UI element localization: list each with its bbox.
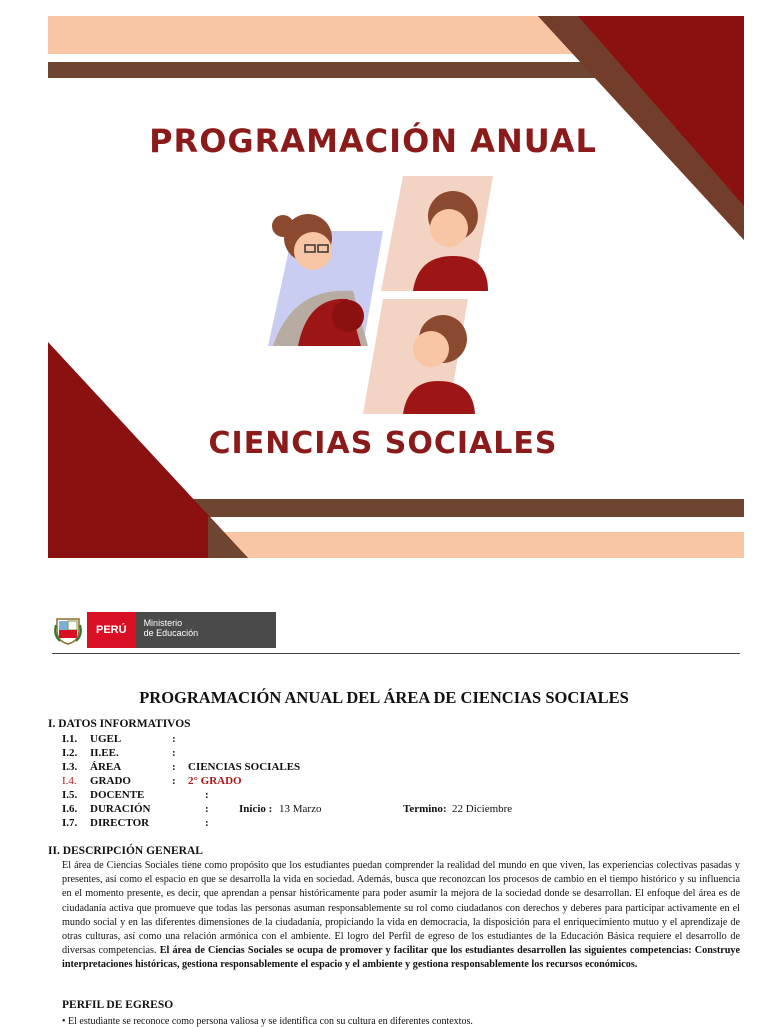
row-num: I.5. — [62, 789, 78, 801]
row-num: I.6. — [62, 803, 78, 815]
termino-value: 22 Diciembre — [452, 803, 513, 815]
cover-page — [48, 16, 744, 558]
description-bold-text: El área de Ciencias Sociales se ocupa de promover y facilitar que los estudiantes desarrollen las siguientes competencias: Construye interpretaciones históricas, gestiona responsablemente el espacio y el ambiente y gestiona responsablemente los recursos económicos. — [62, 945, 741, 971]
escudo-icon — [52, 612, 84, 648]
row-label: UGEL — [90, 733, 122, 745]
cover-title: PROGRAMACIÓN ANUAL — [149, 122, 597, 160]
row-colon: : — [205, 789, 209, 801]
row-num: I.1. — [62, 733, 78, 745]
section1-title: I. DATOS INFORMATIVOS — [48, 718, 191, 730]
row-label: DIRECTOR — [90, 817, 150, 829]
inicio-label: Inicio : — [239, 803, 273, 815]
cover-subtitle: CIENCIAS SOCIALES — [208, 426, 558, 461]
row-colon: : — [172, 761, 176, 773]
perfil-bullet: • El estudiante se reconoce como persona valiosa y se identifica con su cultura en diferentes contextos. — [62, 1016, 473, 1027]
row-label: DURACIÓN — [90, 803, 151, 815]
row-value: CIENCIAS SOCIALES — [188, 761, 301, 773]
row-colon: : — [205, 803, 209, 815]
row-num: I.7. — [62, 817, 78, 829]
row-colon: : — [172, 747, 176, 759]
termino-label: Termino: — [403, 803, 447, 815]
row-num: I.2. — [62, 747, 78, 759]
perfil-title: PERFIL DE EGRESO — [62, 999, 174, 1011]
row-num: I.4. — [62, 775, 77, 787]
inicio-value: 13 Marzo — [279, 803, 322, 815]
description-paragraph — [62, 859, 740, 973]
section2-title: II. DESCRIPCIÓN GENERAL — [48, 845, 203, 857]
students-illustration — [253, 171, 503, 416]
header-rule — [52, 653, 740, 654]
row-colon: : — [172, 775, 176, 787]
row-label: GRADO — [90, 775, 131, 787]
peru-label: PERÚ — [87, 612, 136, 648]
row-num: I.3. — [62, 761, 78, 773]
row-label: DOCENTE — [90, 789, 145, 801]
row-label: II.EE. — [90, 747, 119, 759]
ministry-line1: Ministerio — [143, 618, 183, 628]
document-title: PROGRAMACIÓN ANUAL DEL ÁREA DE CIENCIAS SOCIALES — [139, 688, 629, 707]
row-colon: : — [205, 817, 209, 829]
description-text: El área de Ciencias Sociales tiene como propósito que los estudiantes puedan comprender la realidad del mundo en que viven, las experiencias colectivas pasadas y presentes, así como el espacio en que se desarrolla la vida en sociedad. Además, busca que reconozcan los procesos de cambio en el tiempo histórico y su influencia en el momento presente, es decir, que aprendan a pensar históricamente para poder asumir la mejora de la sociedad donde se desarrollan. El enfoque del área es de ciudadanía activa que promueve que todas las personas asuman responsablemente su rol como ciudadanos con derechos y deberes para participar activamente en el mundo social y en las diferentes dimensiones de la ciudadanía, propiciando la vida en democracia, la disposición para el enriquecimiento mutuo y el aprendizaje de otras culturas, así como una relación armónica con el ambiente. El logro del Perfil de egreso de los estudiantes de la Educación Básica requiere el desarrollo de diversas competencias. — [62, 860, 740, 957]
ministry-line2: de Educación — [143, 628, 199, 638]
minedu-logo — [52, 612, 276, 648]
row-label: ÁREA — [90, 761, 122, 773]
row-colon: : — [172, 733, 176, 745]
ministry-label — [136, 612, 276, 648]
row-value: 2° GRADO — [188, 775, 242, 787]
